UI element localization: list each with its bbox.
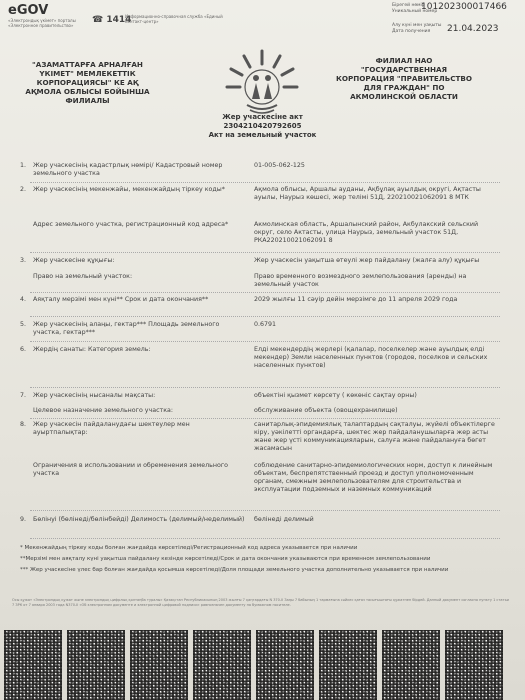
- row-value: объектіні қызмет көрсету ( көкөніс сақтау орны): [254, 392, 417, 399]
- footnote-1: * Мекенжайдың тіркеу коды болған жағдайда көрсетіледі/Регистрационный код адреса указывается при наличии: [20, 545, 358, 551]
- divider: [30, 510, 500, 511]
- divider: [30, 341, 500, 342]
- row-label: Жер учаскесіне құқығы:: [33, 257, 115, 264]
- row-label: Жер учаскесінің нысаналы мақсаты:: [33, 392, 156, 399]
- footnote-2: **Мерзімі мен аяқталу күні уақытша пайдалану кезінде көрсетіледі/Срок и дата окончания указываются при временном землепользовании: [20, 556, 431, 562]
- row-value: Право временного возмездного землепользования (аренды) на земельный участок: [254, 273, 467, 288]
- row-value: Елді мекендердің жерлері (қалалар, поселкелер және ауылдық елді мекендер) Земли населенных пунктов (городов, поселков и сельских населенных пунктов): [254, 346, 488, 369]
- divider: [30, 387, 500, 388]
- divider: [30, 316, 500, 317]
- row-label: Жер учаскесінің мекенжайы, мекенжайдың тіркеу коды*: [33, 186, 225, 193]
- row-value: 0.6791: [254, 321, 277, 328]
- qr-code-icon: [445, 630, 503, 700]
- row-number: 9.: [20, 516, 27, 523]
- row-value: соблюдение санитарно-эпидемиологических норм, доступ к линейным объектам, беспрепятственный проезд и доступ уполномоченным органам, смежным землепользователям для строительства и эксплуатации подземных и наземных коммуникаций: [254, 462, 493, 493]
- qr-code-icon: [130, 630, 188, 700]
- footnote-3: *** Жер учаскесіне үлес бар болған жағдайда қосымша көрсетіледі/Доля площади земельного участка дополнительно указывается при наличии: [20, 567, 449, 573]
- date-label-ru: Дата получения: [392, 29, 431, 34]
- row-value: 01-005-062-125: [254, 162, 305, 169]
- qr-code-icon: [4, 630, 62, 700]
- act-title-ru: Акт на земельный участок: [208, 131, 317, 139]
- divider: [30, 418, 500, 419]
- egov-logo: eGOV: [8, 3, 49, 18]
- act-title-kz: Жер учаскесіне акт: [222, 113, 303, 121]
- row-label: Адрес земельного участка, регистрационный код адреса*: [33, 221, 229, 228]
- divider: [30, 292, 500, 293]
- row-value: обслуживание объекта (овощехранилище): [254, 407, 398, 414]
- date-label-kz: Алу күні мен уақыты: [392, 23, 442, 28]
- contact-center-note: Информационно-справочная служба «Единый контакт-центр»: [125, 14, 223, 24]
- phone-icon: ☎: [92, 15, 104, 25]
- row-label: Ограничения в использовании и обременения земельного участка: [33, 462, 228, 477]
- row-value: Жер учаскесін уақытша өтеулі жер пайдалану (жалға алу) құқығы: [254, 257, 480, 264]
- row-label: Аяқталу мерзімі мен күні** Срок и дата окончания**: [33, 296, 209, 303]
- unique-number-label-ru: Уникальный номер: [392, 9, 438, 14]
- act-number: 2304210420792605: [223, 122, 302, 130]
- row-number: 7.: [20, 392, 27, 399]
- row-value: 2029 жылғы 11 сәуір дейін мерзімге до 11 апреля 2029 года: [254, 296, 458, 303]
- divider: [30, 538, 500, 539]
- divider: [30, 182, 500, 183]
- legal-notice: Осы құжат «Электрондық құжат және электрондық цифрлық қолтаңба туралы» Қазақстан Республикасының 2003 жылғы 7 қаңтардағы N 370-II Заңы 7 бабының 1 тармағына сәйкес қағаз тасығыштағы құжатпен бірдей. Данный документ согласно пункту 1 статьи 7 ЗРК от 7 января 2003 года N370-II «Об электронном документе и электронной цифровой подписи» равнозначен документу на бумажном носителе.: [12, 598, 509, 607]
- org-name-ru: ФИЛИАЛ НАО "ГОСУДАРСТВЕННАЯ КОРПОРАЦИЯ "ПРАВИТЕЛЬСТВО ДЛЯ ГРАЖДАН" ПО АКМОЛИНСКОЙ ОБЛАСТИ: [335, 56, 473, 101]
- receipt-date: 21.04.2023: [447, 24, 499, 34]
- unique-number: 101202300017466: [421, 2, 507, 12]
- row-label: Жер учаскесінің алаңы, гектар*** Площадь земельного участка, гектар***: [33, 321, 220, 336]
- portal-note: «Электрондық үкімет» порталы «Электронное правительство»: [8, 18, 76, 28]
- org-name-kz: "АЗАМАТТАРҒА АРНАЛҒАН ҮКІМЕТ" МЕМЛЕКЕТТІК КОРПОРАЦИЯСЫ" КЕ АҚ АҚМОЛА ОБЛЫСЫ БОЙЫНША ФИЛИАЛЫ: [25, 60, 150, 105]
- row-label: Жердің санаты: Категория земель:: [33, 346, 151, 353]
- row-number: 1.: [20, 162, 27, 169]
- qr-code-icon: [382, 630, 440, 700]
- row-number: 6.: [20, 346, 27, 353]
- qr-code-icon: [193, 630, 251, 700]
- row-value: Акмолинская область, Аршалынский район, Акбулакский сельский округ, село Актасты, улица Наурыз, земельный участок 51Д, РКА220210021062091 8: [254, 221, 479, 244]
- row-number: 2.: [20, 186, 27, 193]
- row-label: Бөлінуі (бөлінеді/бөлінбейді) Делимость (делимый/неделимый): [33, 516, 245, 523]
- row-number: 8.: [20, 421, 27, 428]
- row-label: Жер учаскесін пайдаланудағы шектеулер мен ауыртпалықтар:: [33, 421, 190, 436]
- act-title: [150, 113, 375, 140]
- row-number: 5.: [20, 321, 27, 328]
- qr-code-icon: [319, 630, 377, 700]
- row-value: бөлінеді делимый: [254, 516, 314, 523]
- row-number: 3.: [20, 257, 27, 264]
- row-number: 4.: [20, 296, 27, 303]
- row-value: Ақмола облысы, Аршалы ауданы, Ақбұлақ ауылдық округі, Ақтасты ауылы, Наурыз көшесі, жер телімі 51Д, 220210021062091 8 МТК: [254, 186, 481, 201]
- contact-code-number: 1414: [106, 15, 132, 25]
- row-label: Целевое назначение земельного участка:: [33, 407, 174, 414]
- divider: [30, 252, 500, 253]
- qr-code-icon: [67, 630, 125, 700]
- row-value: санитарлық-эпидемиялық талаптардың сақталуы, жүйелі объектілерге кіру, уәкілетті органдарға, шектес жер пайдаланушыларға жер асты және жер үсті коммуникацияларын, салуға және пайдалануға бөгет жасамасын: [254, 421, 495, 452]
- unique-number-label-kz: Бірегей нөмір: [392, 3, 425, 8]
- row-label: Право на земельный участок:: [33, 273, 133, 280]
- row-label: Жер учаскесінің кадастрлық нөмірі/ Кадастровый номер земельного участка: [33, 162, 223, 177]
- qr-code-icon: [256, 630, 314, 700]
